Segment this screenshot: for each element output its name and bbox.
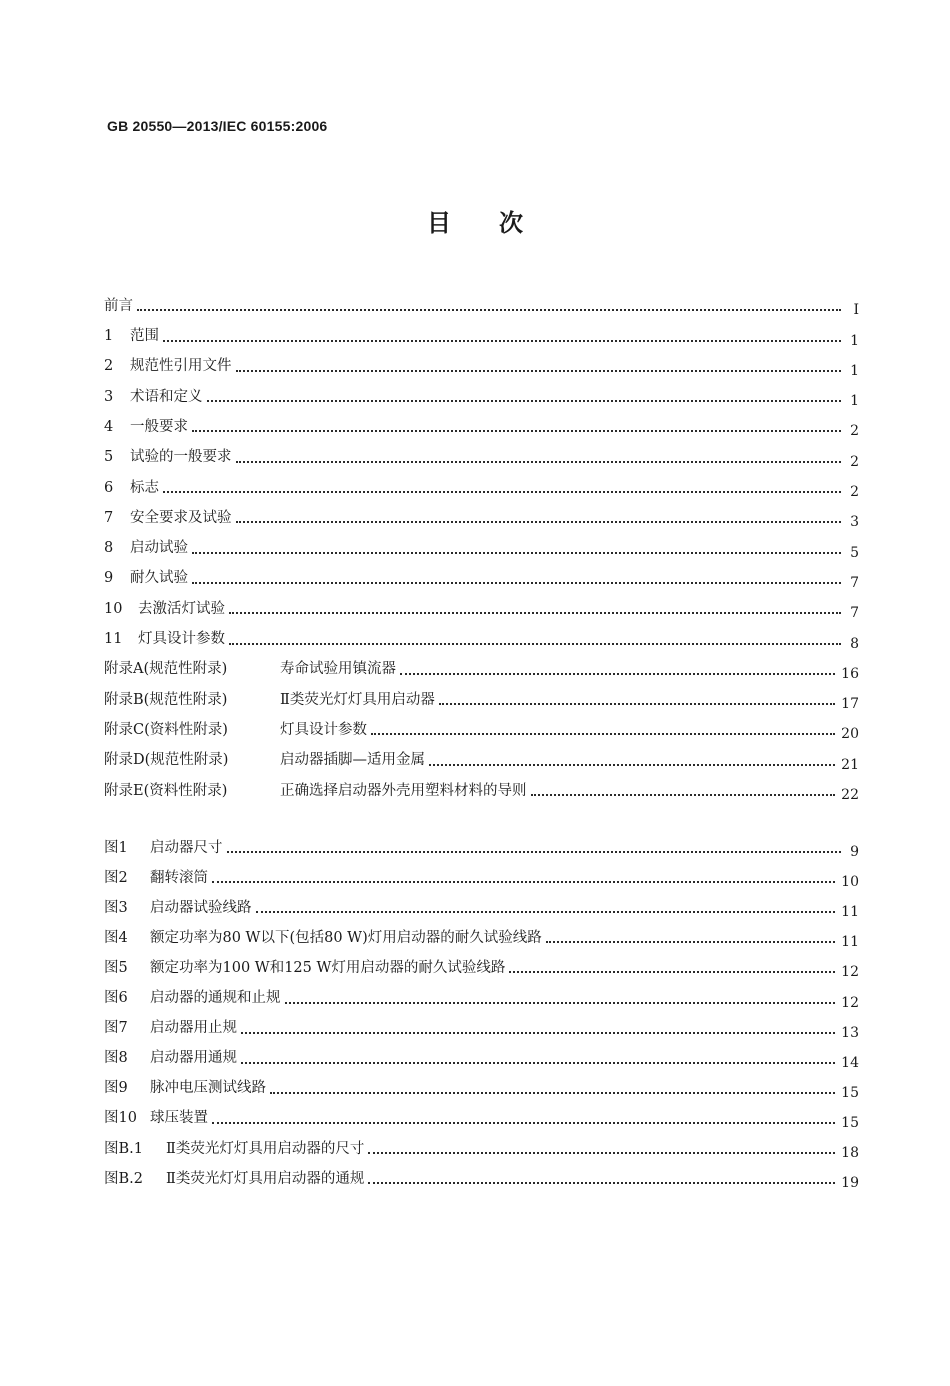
toc-entry-page: 2 bbox=[850, 423, 859, 440]
figure-label: 球压装置 bbox=[150, 1110, 208, 1127]
figure-label: 额定功率为80 W以下(包括80 W)灯用启动器的耐久试验线路 bbox=[150, 929, 542, 946]
figure-label: Ⅱ类荧光灯灯具用启动器的尺寸 bbox=[166, 1140, 365, 1157]
toc-entry[interactable] bbox=[104, 616, 859, 652]
figure-entry[interactable] bbox=[104, 1036, 859, 1071]
toc-entry-label: 范围 bbox=[130, 328, 159, 345]
toc-entry-page: 17 bbox=[841, 696, 859, 713]
toc-entry-label: 前言 bbox=[104, 297, 133, 314]
toc-entry-label: 安全要求及试验 bbox=[130, 509, 232, 526]
toc-entry-label: 灯具设计参数 bbox=[280, 721, 367, 738]
figure-page: 11 bbox=[841, 904, 859, 921]
toc-leader-dots bbox=[439, 703, 835, 705]
toc-entry-label: 标志 bbox=[130, 479, 159, 496]
toc-entry-number: 4 bbox=[104, 418, 114, 435]
toc-leader-dots bbox=[546, 941, 835, 943]
appendix-number: 附录C(资料性附录) bbox=[104, 721, 228, 738]
appendix-number: 附录B(规范性附录) bbox=[104, 691, 228, 708]
figure-page: 18 bbox=[841, 1145, 859, 1162]
figure-page: 12 bbox=[841, 964, 859, 981]
toc-entry-appendix[interactable] bbox=[104, 768, 859, 804]
toc-leader-dots bbox=[285, 1002, 836, 1004]
toc-leader-dots bbox=[270, 1092, 835, 1094]
figure-label: 启动器试验线路 bbox=[150, 899, 252, 916]
toc-entry-label: 术语和定义 bbox=[130, 388, 203, 405]
toc-entry-label: 耐久试验 bbox=[130, 570, 188, 587]
figure-label: 额定功率为100 W和125 W灯用启动器的耐久试验线路 bbox=[150, 959, 506, 976]
toc-entry-number: 5 bbox=[104, 449, 114, 466]
toc-leader-dots bbox=[229, 612, 841, 614]
toc-entry-page: 22 bbox=[841, 787, 859, 804]
figure-number: 图B.1 bbox=[104, 1140, 143, 1157]
figure-label: 启动器尺寸 bbox=[150, 839, 223, 856]
figure-entry[interactable] bbox=[104, 1156, 859, 1192]
toc-leader-dots bbox=[229, 643, 841, 645]
figure-entry[interactable] bbox=[104, 945, 859, 981]
toc-leader-dots bbox=[212, 881, 835, 883]
toc-entry-number: 11 bbox=[104, 631, 123, 648]
toc-entry[interactable] bbox=[104, 556, 859, 591]
toc-leader-dots bbox=[236, 521, 842, 523]
toc-entry-number: 3 bbox=[104, 388, 114, 405]
figure-label: 启动器用通规 bbox=[150, 1050, 237, 1067]
toc-entry-page: 1 bbox=[850, 332, 859, 349]
toc-entry-page: 8 bbox=[850, 635, 859, 652]
toc-entry-page: 2 bbox=[850, 453, 859, 470]
toc-leader-dots bbox=[368, 1152, 835, 1154]
figure-number: 图3 bbox=[104, 899, 128, 916]
toc-entry-appendix[interactable] bbox=[104, 647, 859, 682]
toc-entry-page: 7 bbox=[850, 574, 859, 591]
toc-entry-number: 7 bbox=[104, 509, 114, 526]
figure-number: 图4 bbox=[104, 929, 128, 946]
figure-number: 图8 bbox=[104, 1050, 128, 1067]
toc-entry-number: 8 bbox=[104, 540, 114, 557]
toc-leader-dots bbox=[192, 552, 841, 554]
figure-entry[interactable] bbox=[104, 915, 859, 951]
toc-entry[interactable] bbox=[104, 283, 859, 319]
toc-leader-dots bbox=[207, 400, 842, 402]
figure-entry[interactable] bbox=[104, 825, 859, 861]
toc-entry-page: 5 bbox=[850, 544, 859, 561]
toc-leader-dots bbox=[192, 430, 841, 432]
toc-entry[interactable] bbox=[104, 525, 859, 561]
figure-entry[interactable] bbox=[104, 1126, 859, 1162]
toc-entry-page: 1 bbox=[850, 393, 859, 410]
page-title: 目次 bbox=[427, 209, 571, 237]
toc-entry[interactable] bbox=[104, 374, 859, 410]
toc-entry-label: Ⅱ类荧光灯灯具用启动器 bbox=[280, 691, 435, 708]
figure-entry[interactable] bbox=[104, 1096, 859, 1131]
figure-page: 14 bbox=[841, 1054, 859, 1071]
toc-entry-appendix[interactable] bbox=[104, 707, 859, 743]
toc-leader-dots bbox=[429, 764, 835, 766]
toc-entry-number: 1 bbox=[104, 328, 114, 345]
toc-entry[interactable] bbox=[104, 434, 859, 470]
figure-label: 启动器的通规和止规 bbox=[150, 990, 281, 1007]
figure-label: 脉冲电压测试线路 bbox=[150, 1080, 266, 1097]
toc-entry-page: 7 bbox=[850, 605, 859, 622]
toc-entry[interactable] bbox=[104, 586, 859, 622]
figure-page: 15 bbox=[841, 1084, 859, 1101]
toc-entry[interactable] bbox=[104, 495, 859, 531]
toc-leader-dots bbox=[163, 491, 841, 493]
figure-entry[interactable] bbox=[104, 855, 859, 891]
toc-entry-label: 正确选择启动器外壳用塑料材料的导则 bbox=[280, 782, 527, 799]
toc-entry-appendix[interactable] bbox=[104, 737, 859, 773]
figure-entry[interactable] bbox=[104, 975, 859, 1011]
toc-leader-dots bbox=[256, 911, 836, 913]
toc-entry-page: 21 bbox=[841, 756, 859, 773]
list-of-figures bbox=[104, 825, 859, 1192]
toc-entry[interactable] bbox=[104, 313, 859, 349]
table-of-contents bbox=[104, 283, 859, 804]
toc-entry-number: 2 bbox=[104, 358, 114, 375]
figure-page: 11 bbox=[841, 934, 859, 951]
appendix-number: 附录A(规范性附录) bbox=[104, 661, 228, 678]
toc-entry-number: 10 bbox=[104, 600, 123, 617]
toc-entry-number: 9 bbox=[104, 570, 114, 587]
appendix-number: 附录D(规范性附录) bbox=[104, 752, 229, 769]
figure-entry[interactable] bbox=[104, 885, 859, 921]
toc-entry-label: 一般要求 bbox=[130, 418, 188, 435]
figure-page: 19 bbox=[841, 1175, 859, 1192]
toc-leader-dots bbox=[531, 794, 836, 796]
figure-number: 图10 bbox=[104, 1110, 137, 1127]
toc-leader-dots bbox=[236, 370, 842, 372]
figure-number: 图B.2 bbox=[104, 1170, 143, 1187]
figure-page: 10 bbox=[841, 874, 859, 891]
appendix-number: 附录E(资料性附录) bbox=[104, 782, 228, 799]
figure-label: 翻转滚筒 bbox=[150, 869, 208, 886]
figure-entry[interactable] bbox=[104, 1006, 859, 1041]
toc-leader-dots bbox=[137, 309, 841, 311]
figure-entry[interactable] bbox=[104, 1066, 859, 1101]
figure-label: 启动器用止规 bbox=[150, 1020, 237, 1037]
figure-page: 13 bbox=[841, 1024, 859, 1041]
toc-leader-dots bbox=[368, 1182, 835, 1184]
toc-entry-label: 规范性引用文件 bbox=[130, 358, 232, 375]
figure-number: 图9 bbox=[104, 1080, 128, 1097]
toc-entry-number: 6 bbox=[104, 479, 114, 496]
figure-number: 图1 bbox=[104, 839, 128, 856]
toc-entry-page: 20 bbox=[841, 726, 859, 743]
toc-leader-dots bbox=[227, 851, 842, 853]
figure-page: 9 bbox=[850, 844, 859, 861]
figure-label: Ⅱ类荧光灯灯具用启动器的通规 bbox=[166, 1170, 365, 1187]
toc-entry[interactable] bbox=[104, 465, 859, 501]
toc-entry-page: Ⅰ bbox=[853, 302, 859, 319]
toc-entry-label: 去激活灯试验 bbox=[138, 600, 225, 617]
figure-number: 图6 bbox=[104, 990, 128, 1007]
toc-entry-page: 3 bbox=[850, 514, 859, 531]
toc-leader-dots bbox=[236, 461, 842, 463]
figure-number: 图5 bbox=[104, 959, 128, 976]
toc-entry-label: 寿命试验用镇流器 bbox=[280, 661, 396, 678]
figure-page: 12 bbox=[841, 994, 859, 1011]
toc-leader-dots bbox=[509, 971, 835, 973]
toc-entry-label: 启动试验 bbox=[130, 540, 188, 557]
figure-page: 15 bbox=[841, 1114, 859, 1131]
toc-entry-label: 灯具设计参数 bbox=[138, 631, 225, 648]
toc-entry-page: 16 bbox=[841, 665, 859, 682]
toc-entry-page: 1 bbox=[850, 362, 859, 379]
toc-entry-label: 试验的一般要求 bbox=[130, 449, 232, 466]
toc-entry[interactable] bbox=[104, 344, 859, 379]
toc-leader-dots bbox=[212, 1122, 835, 1124]
toc-entry-page: 2 bbox=[850, 484, 859, 501]
toc-leader-dots bbox=[192, 582, 841, 584]
toc-leader-dots bbox=[400, 673, 835, 675]
toc-entry-label: 启动器插脚—适用金属 bbox=[280, 752, 425, 769]
standard-code-header: GB 20550—2013/IEC 60155:2006 bbox=[107, 118, 328, 134]
toc-entry[interactable] bbox=[104, 404, 859, 440]
toc-leader-dots bbox=[163, 340, 841, 342]
toc-leader-dots bbox=[241, 1032, 835, 1034]
toc-entry-appendix[interactable] bbox=[104, 677, 859, 713]
figure-number: 图2 bbox=[104, 869, 128, 886]
toc-leader-dots bbox=[241, 1062, 835, 1064]
figure-number: 图7 bbox=[104, 1020, 128, 1037]
toc-leader-dots bbox=[371, 733, 835, 735]
